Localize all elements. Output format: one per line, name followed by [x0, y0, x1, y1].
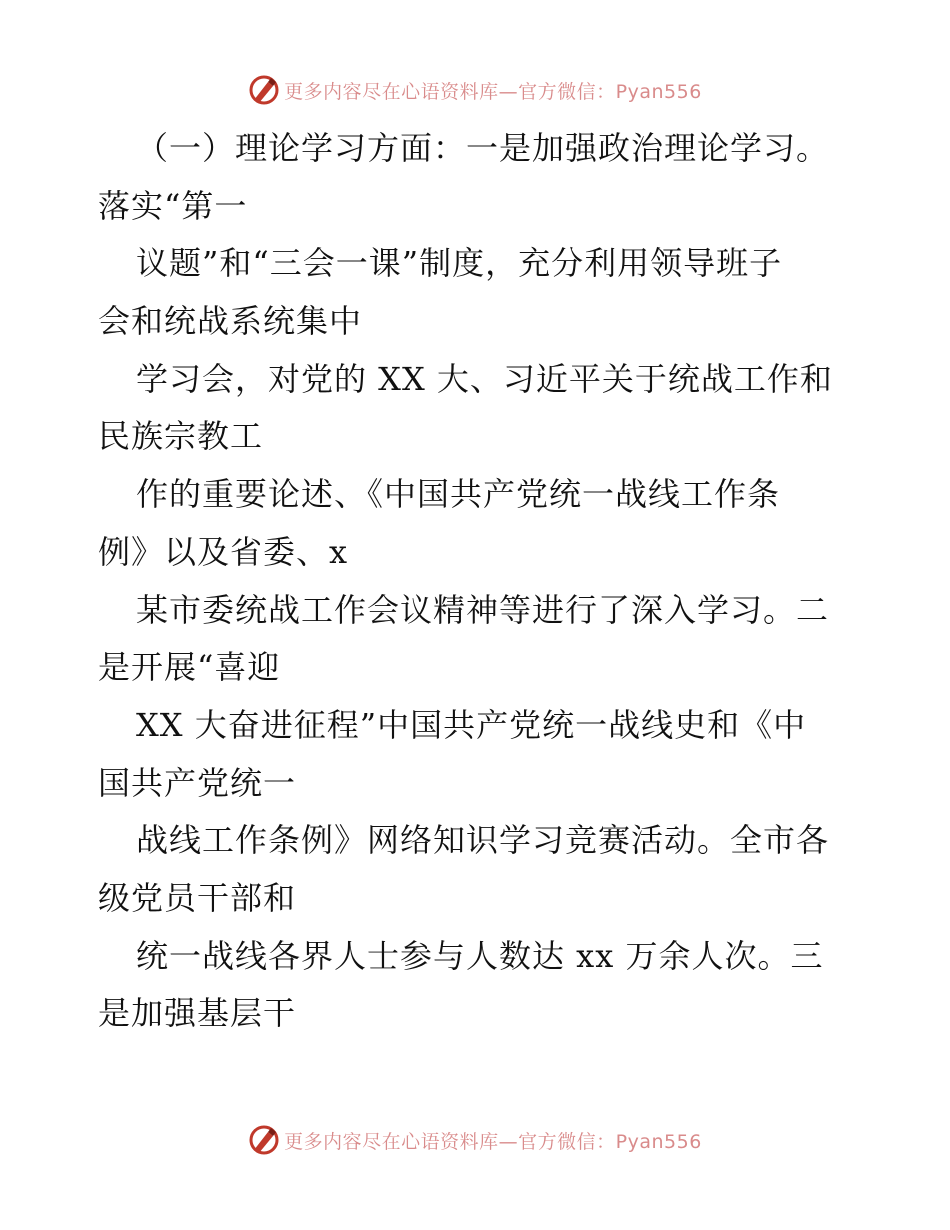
text-line: 作的重要论述、《中国共产党统一战线工作条: [136, 475, 781, 514]
text-line: 统一战线各界人士参与人数达 xx 万余人次。三: [136, 936, 824, 975]
text-line: 民族宗教工: [98, 417, 264, 456]
text-line: 例》以及省委、x: [98, 532, 349, 571]
text-line: XX 大奋进征程”中国共产党统一战线史和《中: [136, 705, 807, 744]
text-line: 战线工作条例》网络知识学习竞赛活动。全市各: [136, 821, 830, 860]
text-line: 是开展“喜迎: [98, 648, 281, 687]
text-line: （一）理论学习方面：一是加强政治理论学习。: [136, 129, 830, 167]
header-watermark: [0, 70, 950, 110]
text-line: 落实“第一: [98, 186, 248, 225]
watermark-text: 更多内容尽在心语资料库—官方微信：Pyan556: [284, 80, 702, 103]
pen-circle-logo-icon: [248, 1124, 280, 1156]
text-line: 国共产党统一: [98, 763, 297, 802]
text-line: 某市委统战工作会议精神等进行了深入学习。二: [136, 590, 830, 629]
text-line: 学习会，对党的 XX 大、习近平关于统战工作和: [136, 359, 833, 398]
text-line: 会和统战系统集中: [98, 302, 363, 341]
document-body: [98, 120, 858, 1043]
text-line: 级党员干部和: [98, 878, 297, 917]
footer-watermark: [0, 1120, 950, 1160]
text-line: 议题”和“三会一课”制度，充分利用领导班子: [136, 244, 783, 283]
text-line: 是加强基层干: [98, 994, 297, 1033]
watermark-text: 更多内容尽在心语资料库—官方微信：Pyan556: [284, 1130, 702, 1153]
pen-circle-logo-icon: [248, 74, 280, 106]
